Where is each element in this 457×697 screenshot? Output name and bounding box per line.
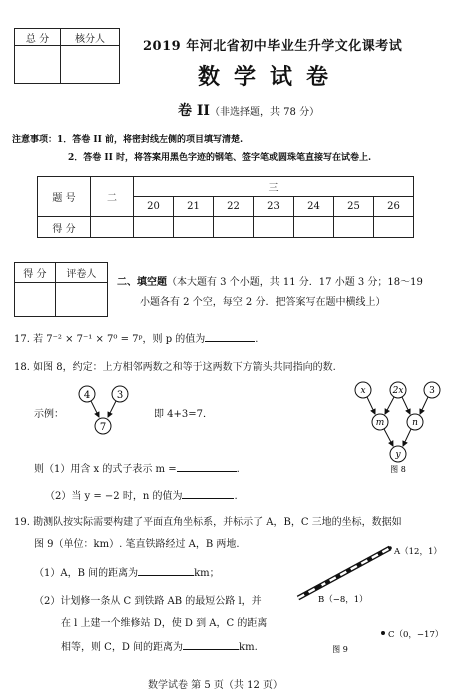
q18-part-2-end: .: [234, 491, 238, 502]
fig8-node-x: x: [360, 386, 366, 396]
q19-text-2: 图 9（单位：km）. 笔直铁路经过 A，B 两地.: [34, 539, 240, 550]
q19-part-2-line-2: 在 l 上建一个维修站 D，使 D 到 A，C 的距离: [61, 618, 268, 629]
reviewer-label: 核分人: [61, 29, 120, 46]
q18-example-label: 示例：: [34, 409, 64, 420]
score-cell-section-2[interactable]: [91, 217, 134, 238]
score-cell-24[interactable]: [294, 217, 334, 238]
score-cell-26[interactable]: [374, 217, 414, 238]
q17-text: 若 7⁻² × 7⁻¹ × 7⁰ = 7ᵖ，则 p 的值为: [33, 334, 206, 345]
section-two-desc-1: （本大题有 3 个小题，共 11 分．17 小题 3 分；18～19: [167, 277, 423, 288]
score-cell-21[interactable]: [174, 217, 214, 238]
score-cell-22[interactable]: [214, 217, 254, 238]
q19-part-2-blank[interactable]: [183, 639, 239, 650]
q19-part-1-blank[interactable]: [138, 565, 194, 576]
q18-part-2-text: （2）当 y = −2 时，n 的值为: [45, 491, 183, 502]
question-number-20: 20: [134, 197, 174, 217]
question-number-23: 23: [254, 197, 294, 217]
q18-text: 如图 8，约定：上方相邻两数之和等于这两数下方箭头共同指向的数.: [33, 362, 336, 373]
score-cell-25[interactable]: [334, 217, 374, 238]
total-score-label: 总 分: [15, 29, 61, 46]
fig8-node-n: n: [412, 418, 418, 428]
question-number-21: 21: [174, 197, 214, 217]
q18-part-1-text: 则（1）用含 x 的式子表示 m =: [34, 464, 177, 475]
volume-label: 卷 II: [178, 103, 210, 119]
score-table: [37, 176, 414, 238]
fig8-node-2x: 2x: [392, 386, 404, 396]
q18-example-diagram: [70, 380, 140, 442]
q17-number: 17.: [14, 334, 30, 345]
volume-note: （非选择题，共 78 分）: [209, 107, 320, 118]
section-three-label: 三: [134, 177, 414, 197]
reviewer-cell[interactable]: [61, 46, 120, 84]
question-number-26: 26: [374, 197, 414, 217]
point-a-label: A（12，1）: [394, 547, 442, 557]
point-b-label: B（−8，1）: [318, 595, 368, 605]
q19-part-2-text: 相等，则 C，D 间的距离为: [61, 642, 184, 653]
subject-title: 数学试卷: [198, 64, 343, 90]
question-17: [14, 330, 258, 345]
total-score-box: [14, 28, 120, 84]
grader-score-label: 得 分: [15, 263, 56, 283]
q17-answer-blank[interactable]: [205, 331, 255, 342]
q18-example-text: 即 4+3=7．: [154, 409, 214, 420]
question-number-24: 24: [294, 197, 334, 217]
score-row-label: 得 分: [38, 217, 91, 238]
q19-number: 19.: [14, 517, 30, 528]
fig8-node-3: 3: [429, 386, 435, 396]
notes-line-1: 注意事项：1．答卷 II 前，将密封线左侧的项目填写清楚.: [12, 135, 244, 145]
figure-9: [290, 536, 450, 660]
grader-name-label: 评卷人: [55, 263, 107, 283]
volume-title: [178, 100, 319, 120]
section-two-label: 二: [91, 177, 134, 217]
q19-part-1: [34, 564, 220, 579]
score-cell-23[interactable]: [254, 217, 294, 238]
grader-name-cell[interactable]: [55, 283, 107, 317]
notes-line-2: 2．答卷 II 时，将答案用黑色字迹的钢笔、签字笔或圆珠笔直接写在试卷上.: [68, 153, 372, 163]
page-footer: 数学试卷 第 5 页（共 12 页）: [148, 680, 283, 691]
q18-part-1-blank[interactable]: [177, 461, 237, 472]
example-node-7: 7: [99, 422, 107, 433]
figure-9-caption: 图 9: [332, 645, 348, 654]
section-two-title: 二、填空题: [117, 277, 167, 288]
section-two-heading: [117, 273, 423, 288]
q18-number: 18.: [14, 362, 30, 373]
q19-part-2-unit: km.: [239, 642, 258, 653]
q18-part-2-blank[interactable]: [182, 488, 234, 499]
grader-box: [14, 262, 108, 317]
section-two-desc-2: 小题各有 2 个空，每空 2 分．把答案写在题中横线上）: [140, 297, 386, 308]
q18-part-2: [45, 487, 238, 502]
question-number-22: 22: [214, 197, 254, 217]
q18-part-1: [34, 460, 240, 475]
q19-text-1: 勘测队按实际需要构建了平面直角坐标系，并标示了 A，B，C 三地的坐标，数据如: [33, 517, 402, 528]
point-c-label: C（0，−17）: [388, 630, 444, 640]
q18-part-1-end: .: [236, 464, 240, 475]
fig8-node-m: m: [375, 418, 385, 428]
fig8-node-y: y: [395, 450, 401, 460]
grader-score-cell[interactable]: [15, 283, 56, 317]
example-node-3: 3: [116, 390, 124, 401]
q19-part-2-line-3: [61, 638, 258, 653]
total-score-cell[interactable]: [15, 46, 61, 84]
figure-8-caption: 图 8: [390, 465, 406, 474]
exam-title: 2019 年河北省初中毕业生升学文化课考试: [143, 39, 403, 54]
q17-end: .: [255, 334, 259, 345]
q19-part-1-text: （1）A，B 间的距离为: [34, 568, 139, 579]
question-number-25: 25: [334, 197, 374, 217]
question-18: [14, 358, 336, 373]
example-node-4: 4: [83, 390, 91, 401]
question-19-line-1: [14, 513, 402, 528]
q19-part-2-line-1: （2）计划修一条从 C 到铁路 AB 的最短公路 l，并: [34, 596, 262, 607]
figure-8: [348, 378, 448, 474]
question-number-label: 题 号: [38, 177, 91, 217]
q19-part-1-unit: km；: [194, 568, 220, 579]
score-cell-20[interactable]: [134, 217, 174, 238]
